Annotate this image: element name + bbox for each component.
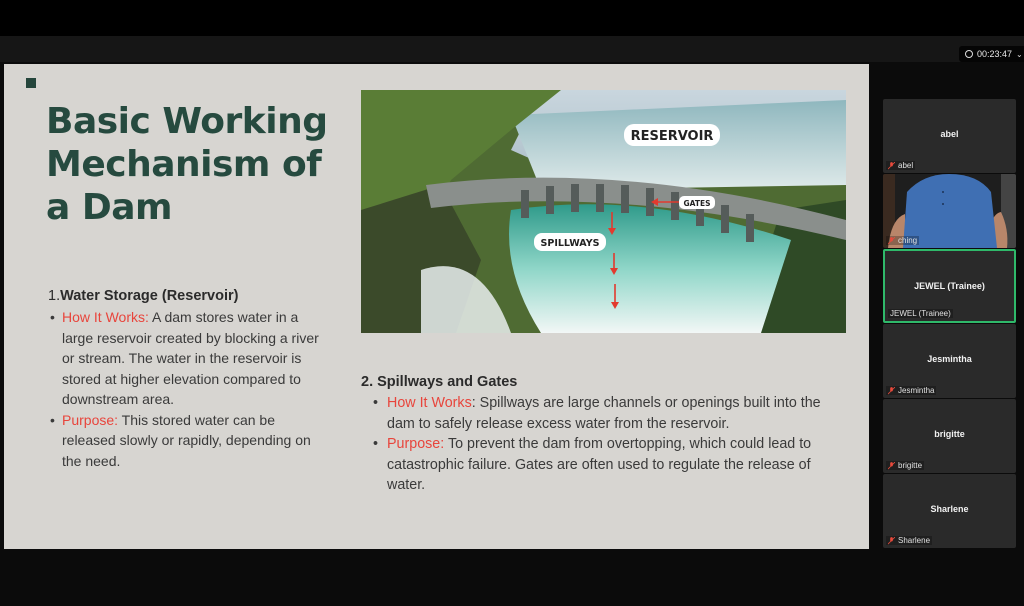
participant-tile-jesmintha[interactable] <box>883 324 1016 398</box>
participant-name: Sharlene <box>930 504 969 514</box>
participant-name: JEWEL (Trainee) <box>914 281 985 291</box>
dam-illustration <box>361 90 846 333</box>
section-spillways <box>361 374 851 496</box>
shared-slide <box>4 64 869 549</box>
bullet-how-it-works: • How It Works: A dam stores water in a large reservoir created by blocking a river or stream. The water in the reservoir is stored at higher elevation compared to downstream area. <box>62 307 328 410</box>
mic-muted-icon <box>888 537 895 545</box>
reservoir-label: RESERVOIR <box>630 129 714 144</box>
mic-muted-icon <box>888 387 895 395</box>
decorative-square <box>26 78 36 88</box>
participant-label: JEWEL (Trainee) <box>890 309 951 318</box>
participant-label: ching <box>886 236 919 245</box>
mic-muted-icon <box>888 462 895 470</box>
mic-muted-icon <box>888 162 895 170</box>
participant-tile-ching[interactable] <box>883 174 1016 248</box>
participant-tile-abel[interactable] <box>883 99 1016 173</box>
participant-label: Jesmintha <box>886 386 936 395</box>
dam-photo <box>361 90 846 333</box>
participant-tile-brigitte[interactable] <box>883 399 1016 473</box>
participant-tile-jewel[interactable] <box>883 249 1016 323</box>
section-heading: 1.Water Storage (Reservoir) <box>48 288 239 304</box>
clock-icon <box>965 50 973 58</box>
meeting-timer[interactable] <box>959 46 1024 62</box>
participant-label: abel <box>886 161 915 170</box>
slide-title: Basic Working Mechanism of a Dam <box>46 101 328 228</box>
gates-label: GATES <box>683 199 711 208</box>
participant-name: abel <box>940 129 959 139</box>
mic-muted-icon <box>888 237 895 245</box>
meeting-toolbar <box>0 36 1024 62</box>
section-water-storage <box>48 288 328 471</box>
participant-name: Jesmintha <box>927 354 972 364</box>
participant-name: brigitte <box>934 429 965 439</box>
participant-label: brigitte <box>886 461 924 470</box>
spillways-label: SPILLWAYS <box>540 238 600 249</box>
chevron-down-icon: ⌄ <box>1016 49 1023 59</box>
bullet-purpose: • Purpose: This stored water can be released slowly or rapidly, depending on the need. <box>62 410 328 472</box>
section-heading: 2. Spillways and Gates <box>361 374 518 390</box>
elapsed-time: 00:23:47 <box>977 49 1013 59</box>
participant-label: Sharlene <box>886 536 932 545</box>
bullet-purpose: • Purpose: To prevent the dam from overtopping, which could lead to catastrophic failure. Gates are often used to regulate the release of water. <box>387 434 851 496</box>
participant-tile-sharlene[interactable] <box>883 474 1016 548</box>
bullet-how-it-works: • How It Works: Spillways are large channels or openings built into the dam to safely release excess water from the reservoir. <box>387 393 851 434</box>
window-top-bar <box>0 0 1024 36</box>
